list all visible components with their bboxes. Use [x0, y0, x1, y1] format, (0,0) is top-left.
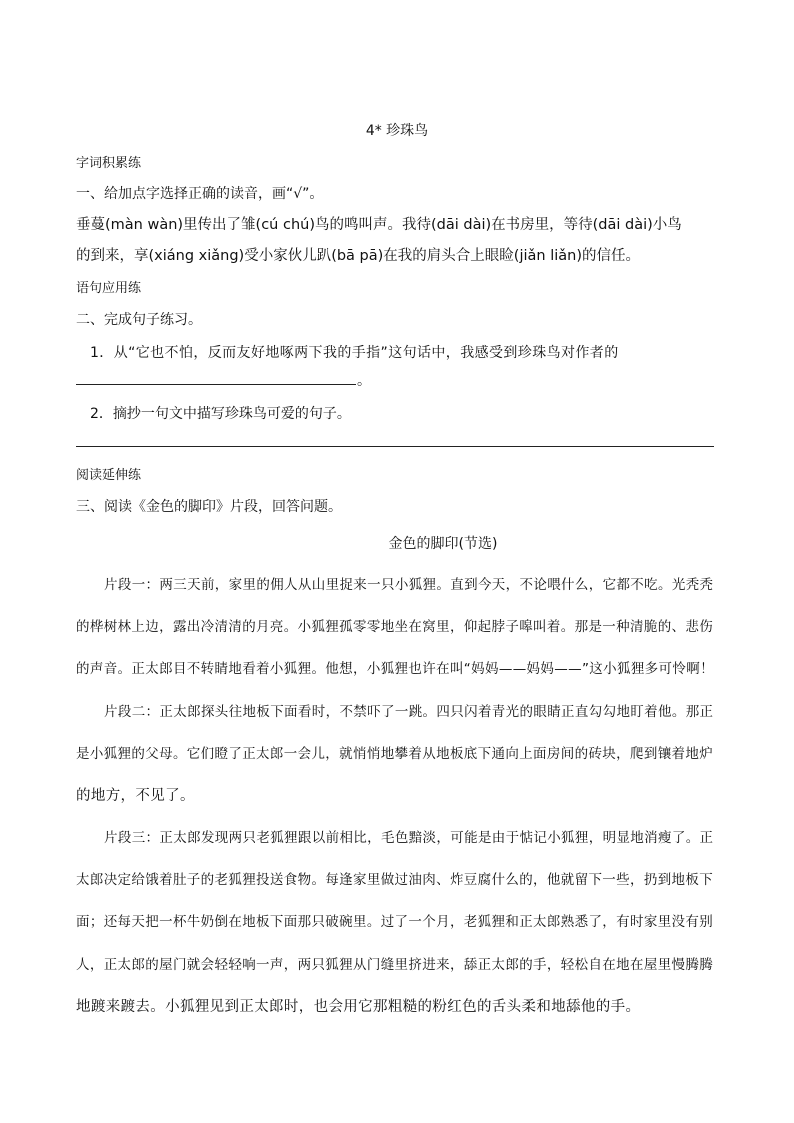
- passage-1-line-3: 的声音。正太郎目不转睛地看着小狐狸。他想，小狐狸也许在叫“妈妈——妈妈——”这小狐狸多可怜啊！: [76, 661, 714, 677]
- passage-1-line-1: 片段一：两三天前，家里的佣人从山里捉来一只小狐狸。直到今天，不论喂什么，它都不吃。光秃秃: [104, 577, 714, 593]
- passage-3-line-2: 太郎决定给饿着肚子的老狐狸投送食物。每逢家里做过油肉、炸豆腐什么的，他就留下一些，扔到地板下: [76, 872, 714, 888]
- passage-3-line-4: 人，正太郎的屋门就会轻轻响一声，两只狐狸从门缝里挤进来，舔正太郎的手，轻松自在地在屋里慢腾腾: [76, 957, 714, 973]
- question-1-heading: 一、给加点字选择正确的读音，画“√”。: [76, 186, 324, 202]
- passage-2-line-2: 是小狐狸的父母。它们瞪了正太郎一会儿，就悄悄地攀着从地板底下通向上面房间的砖块，爬到镶着地炉: [76, 746, 714, 762]
- answer-blank-2[interactable]: [76, 446, 714, 447]
- question-3-heading: 三、阅读《金色的脚印》片段，回答问题。: [76, 499, 342, 515]
- passage-3-line-3: 面；还每天把一杯牛奶倒在地板下面那只破碗里。过了一个月，老狐狸和正太郎熟悉了，有时家里没有别: [76, 914, 714, 930]
- passage-title: 金色的脚印(节选): [388, 536, 498, 552]
- question-1-line-1: 垂蔓(màn wàn)里传出了雏(cú chú)鸟的鸣叫声。我待(dāi dài)在书房里，等待(dāi dài)小鸟: [76, 217, 682, 233]
- passage-1-line-2: 的桦树林上边，露出冷清清的月亮。小狐狸孤零零地坐在窝里，仰起脖子嗥叫着。那是一种清脆的、悲伤: [76, 619, 714, 635]
- section-heading-sentence: 语句应用练: [76, 281, 142, 296]
- question-1-line-2: 的到来，享(xiáng xiǎng)受小家伙儿趴(bā pā)在我的肩头合上眼睑(jiǎn liǎn)的信任。: [76, 248, 640, 264]
- answer-blank-1[interactable]: [76, 384, 356, 385]
- passage-2-line-3: 的地方，不见了。: [76, 788, 195, 804]
- question-2-heading: 二、完成句子练习。: [76, 312, 202, 328]
- section-heading-reading: 阅读延伸练: [76, 468, 142, 483]
- section-heading-vocabulary: 字词积累练: [76, 156, 142, 171]
- question-2-item-1-end: 。: [357, 373, 371, 389]
- question-2-item-2: 2．摘抄一句文中描写珍珠鸟可爱的句子。: [90, 406, 351, 422]
- question-2-item-1: 1．从“它也不怕，反而友好地啄两下我的手指”这句话中，我感受到珍珠鸟对作者的: [90, 345, 619, 361]
- passage-3-line-1: 片段三：正太郎发现两只老狐狸跟以前相比，毛色黯淡，可能是由于惦记小狐狸，明显地消瘦了。正: [104, 830, 714, 846]
- passage-3-line-5: 地踱来踱去。小狐狸见到正太郎时，也会用它那粗糙的粉红色的舌头柔和地舔他的手。: [76, 999, 641, 1015]
- passage-2-line-1: 片段二：正太郎探头往地板下面看时，不禁吓了一跳。四只闪着青光的眼睛正直勾勾地盯着他。那正: [104, 704, 714, 720]
- page-title: 4* 珍珠鸟: [365, 123, 429, 139]
